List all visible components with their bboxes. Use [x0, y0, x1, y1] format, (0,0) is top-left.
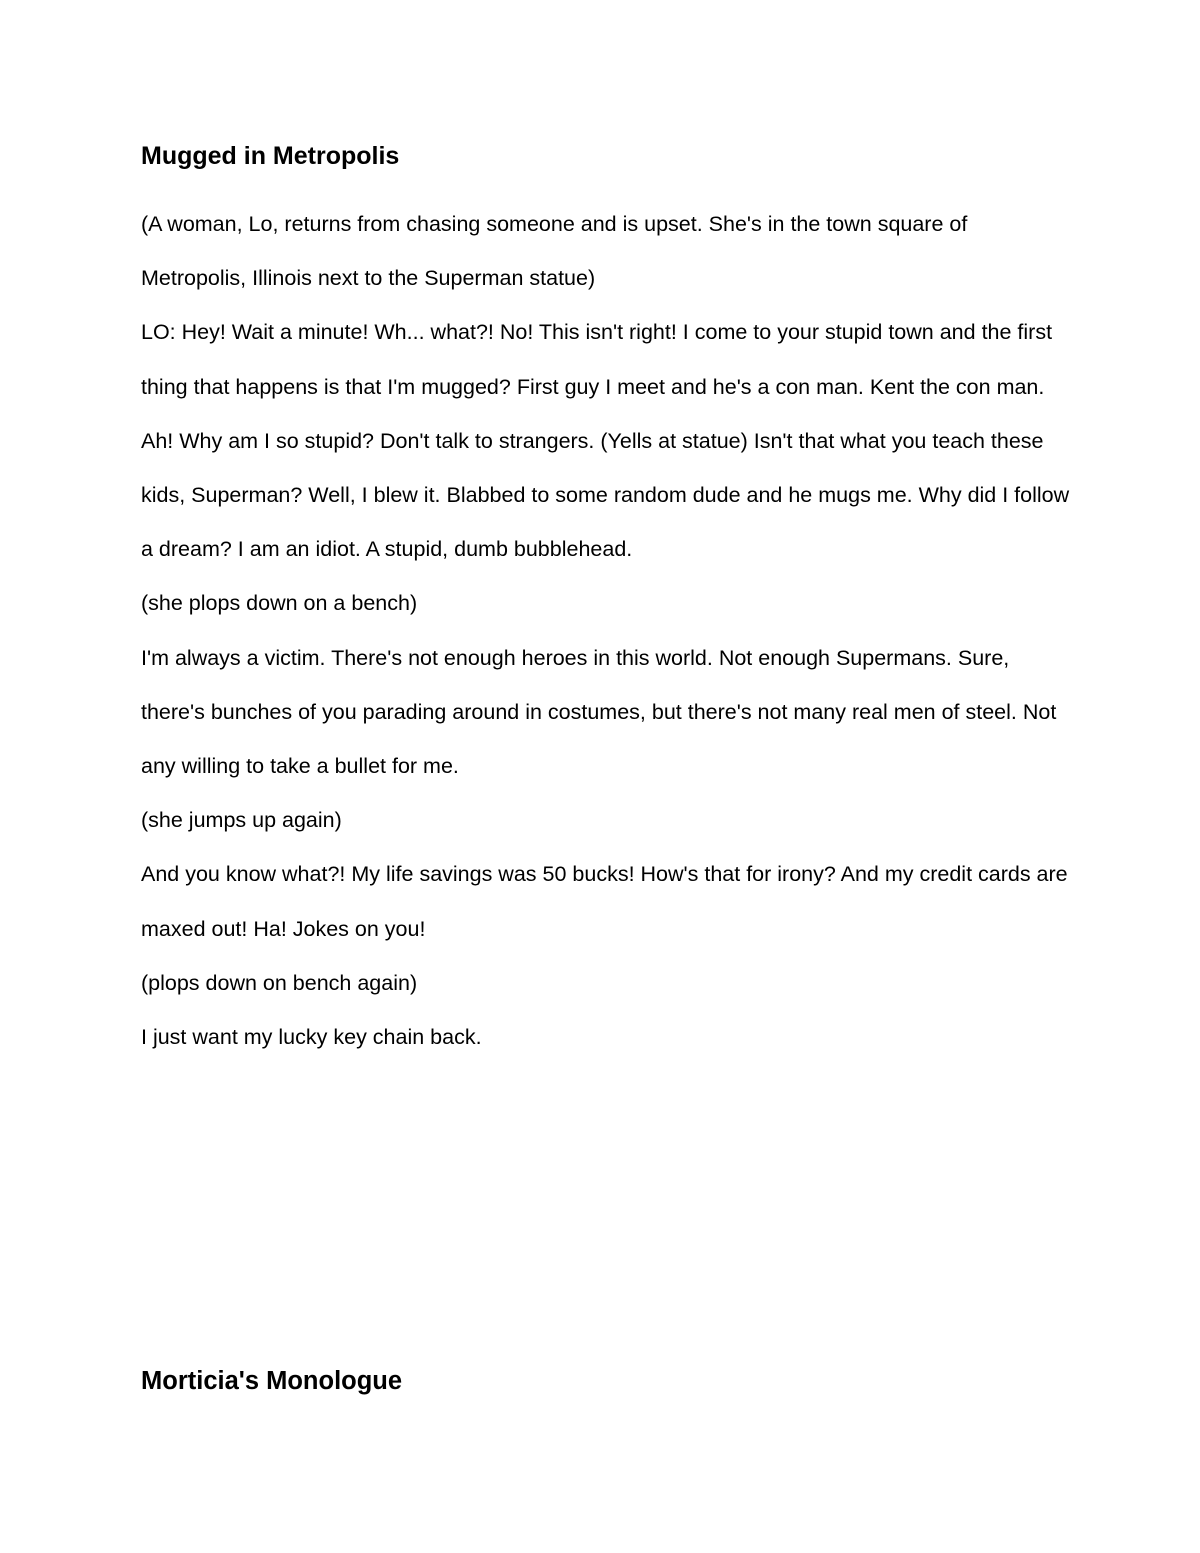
section-title: Mugged in Metropolis [141, 142, 400, 170]
dialogue-paragraph: I just want my lucky key chain back. [141, 1025, 482, 1050]
stage-direction: (plops down on bench again) [141, 970, 418, 995]
dialogue-paragraph: LO: Hey! Wait a minute! Wh... what?! No! This isn't right! I come to your stupid town and the first thing that happens is that I'm mugged? First guy I meet and he's a con man. Kent the con man. Ah! Why am I so stupid? Don't talk to strangers. (Yells at statue) Isn't that what you teach these kids, Superman? Well, I blew it. Blabbed to some random dude and he mugs me. Why did I follow a dream? I am an idiot. A stupid, dumb bubblehead. [141, 320, 1070, 562]
monologue-section [141, 139, 1076, 1064]
stage-direction: (A woman, Lo, returns from chasing someone and is upset. She's in the town square of Metropolis, Illinois next to the Superman statue) [141, 212, 968, 291]
stage-direction: (she plops down on a bench) [141, 591, 418, 616]
dialogue-paragraph: And you know what?! My life savings was 50 bucks! How's that for irony? And my credit cards are maxed out! Ha! Jokes on you! [141, 862, 1068, 941]
dialogue-paragraph: I'm always a victim. There's not enough heroes in this world. Not enough Supermans. Sure, there's bunches of you parading around in costumes, but there's not many real men of steel. Not any willing to take a bullet for me. [141, 645, 1057, 779]
stage-direction: (she jumps up again) [141, 808, 342, 833]
section-title: Morticia's Monologue [141, 1367, 403, 1395]
